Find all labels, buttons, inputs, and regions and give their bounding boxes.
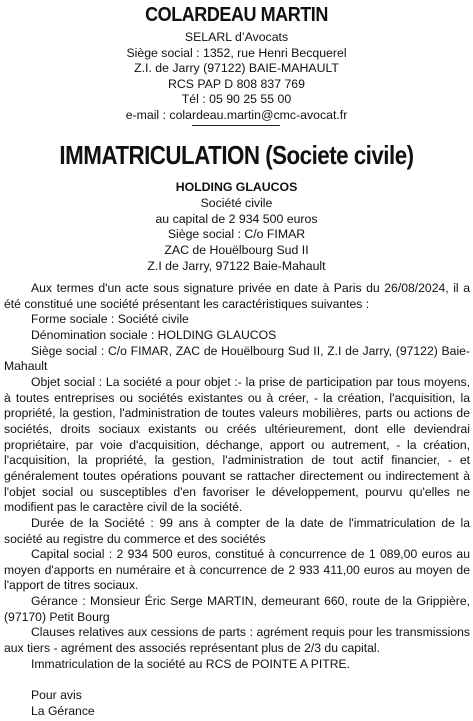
intro-paragraph: Aux termes d'un acte sous signature privée en date à Paris du 26/08/2024, il a été constitué une société présentant les caractéristiques suivantes : (4, 281, 470, 311)
company-name: HOLDING GLAUCOS (175, 180, 298, 194)
immatriculation-paragraph: Immatriculation de la société au RCS de POINTE A PITRE. (31, 656, 351, 671)
forme-paragraph: Forme sociale : Société civile (31, 312, 189, 327)
closing-pour-avis: Pour avis (31, 688, 82, 703)
firm-name: COLARDEAU MARTIN (145, 4, 328, 26)
firm-email: e-mail : colardeau.martin@cmc-avocat.fr (125, 107, 348, 122)
duree-paragraph: Durée de la Société : 99 ans à compter de la date de l'immatriculation de la société au registre du commerce et des sociétés (4, 515, 470, 546)
firm-details (0, 30, 473, 124)
objet-paragraph: Objet social : La société a pour objet :- la prise de participation par tous moyens, à toutes entreprises ou sociétés existantes ou à créer, - la création, l'acquisition, la propriété, la gestion, l'administration de toutes valeurs mobilières, parts ou actions de sociétés, droits sociaux existants ou créés ultérieurement, dont elle deviendrai propriétaire, par voie d'acquisition, déchange, apport ou autrement, - la création, l'acquisition, la propriété, la gestion, l'administration de tout actif financier, - et généralement toutes opérations pouvant se rattacher directement ou indirectement à l'objet social ou susceptibles d'en favoriser le développement, pourvu qu'elles ne modifient pas le caractère civil de la société. (4, 374, 470, 515)
company-capital: au capital de 2 934 500 euros (155, 211, 318, 226)
firm-phone: Tél : 05 90 25 55 00 (181, 92, 292, 107)
clauses-paragraph: Clauses relatives aux cessions de parts : agrément requis pour les transmissions aux tiers - agrément des associés représentant plus de 2/3 du capital. (4, 625, 470, 656)
notice-body (4, 281, 470, 719)
gerance-paragraph: Gérance : Monsieur Éric Serge MARTIN, demeurant 660, route de la Grippière, (97170) Petit Bourg (4, 594, 470, 624)
siege-paragraph: Siège social : C/o FIMAR, ZAC de Houëlbourg Sud II, Z.I de Jarry, (97122) Baie-Mahault (4, 343, 470, 374)
denomination-paragraph: Dénomination sociale : HOLDING GLAUCOS (31, 327, 277, 342)
company-form: Société civile (200, 195, 273, 210)
firm-rcs: RCS PAP D 808 837 769 (168, 76, 305, 91)
spacer (4, 672, 470, 688)
firm-type: SELARL d’Avocats (184, 30, 289, 44)
company-seat: Siège social : C/o FIMAR (167, 227, 306, 242)
capital-paragraph: Capital social : 2 934 500 euros, constitué à concurrence de 1 089,00 euros au moyen d'apports en numéraire et à concurrence de 2 933 411,00 euros au moyen de l'apport de titres sociaux. (4, 547, 470, 593)
company-zac: ZAC de Houëlbourg Sud II (164, 243, 309, 258)
company-city: Z.I de Jarry, 97122 Baie-Mahault (147, 258, 326, 273)
notice-headline: IMMATRICULATION (Societe civile) (59, 140, 414, 170)
company-summary (0, 180, 473, 275)
firm-address: Siège social : 1352, rue Henri Becquerel (126, 45, 347, 60)
header-divider (192, 125, 280, 126)
closing-gerance: La Gérance (31, 703, 95, 718)
firm-zone: Z.I. de Jarry (97122) BAIE-MAHAULT (134, 61, 339, 76)
